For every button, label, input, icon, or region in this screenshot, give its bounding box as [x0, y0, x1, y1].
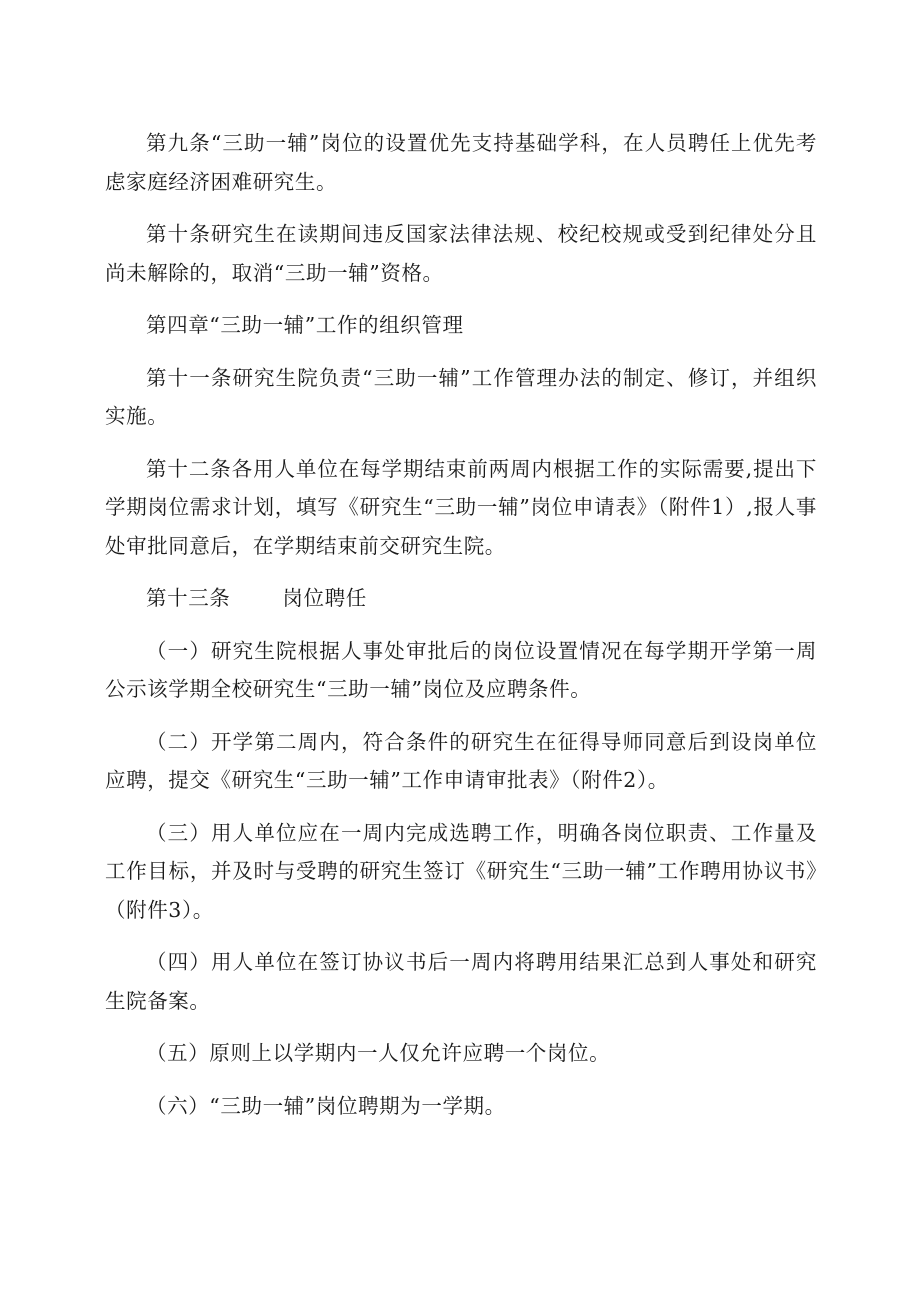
item-4: （四）用人单位在签订协议书后一周内将聘用结果汇总到人事处和研究生院备案。	[105, 950, 817, 1013]
item-5: （五）原则上以学期内一人仅允许应聘一个岗位。	[146, 1041, 611, 1065]
article-13-title: 岗位聘任	[282, 586, 367, 610]
article-13-label: 第十三条	[146, 586, 231, 610]
article-10: 第十条研究生在读期间违反国家法律法规、校纪校规或受到纪律处分且尚未解除的，取消“三助一辅”资格。	[105, 222, 817, 285]
item-2: （二）开学第二周内，符合条件的研究生在征得导师同意后到设岗单位应聘，提交《研究生“三助一辅”工作申请审批表》（附件2）。	[105, 729, 817, 792]
article-13-heading	[105, 579, 817, 618]
document-body	[105, 124, 817, 1139]
article-9: 第九条“三助一辅”岗位的设置优先支持基础学科，在人员聘任上优先考虑家庭经济困难研究生。	[105, 131, 817, 194]
chapter-4-heading: 第四章“三助一辅”工作的组织管理	[146, 313, 464, 337]
item-1: （一）研究生院根据人事处审批后的岗位设置情况在每学期开学第一周公示该学期全校研究生“三助一辅”岗位及应聘条件。	[105, 638, 817, 701]
item-3: （三）用人单位应在一周内完成选聘工作，明确各岗位职责、工作量及工作目标，并及时与受聘的研究生签订《研究生“三助一辅”工作聘用协议书》（附件3）。	[105, 820, 817, 922]
item-6: （六）“三助一辅”岗位聘期为一学期。	[146, 1093, 506, 1118]
article-11: 第十一条研究生院负责“三助一辅”工作管理办法的制定、修订，并组织实施。	[105, 365, 817, 428]
article-12: 第十二条各用人单位在每学期结束前两周内根据工作的实际需要,提出下学期岗位需求计划，填写《研究生“三助一辅”岗位申请表》（附件1）,报人事处审批同意后，在学期结束前交研究生院。	[105, 456, 817, 558]
